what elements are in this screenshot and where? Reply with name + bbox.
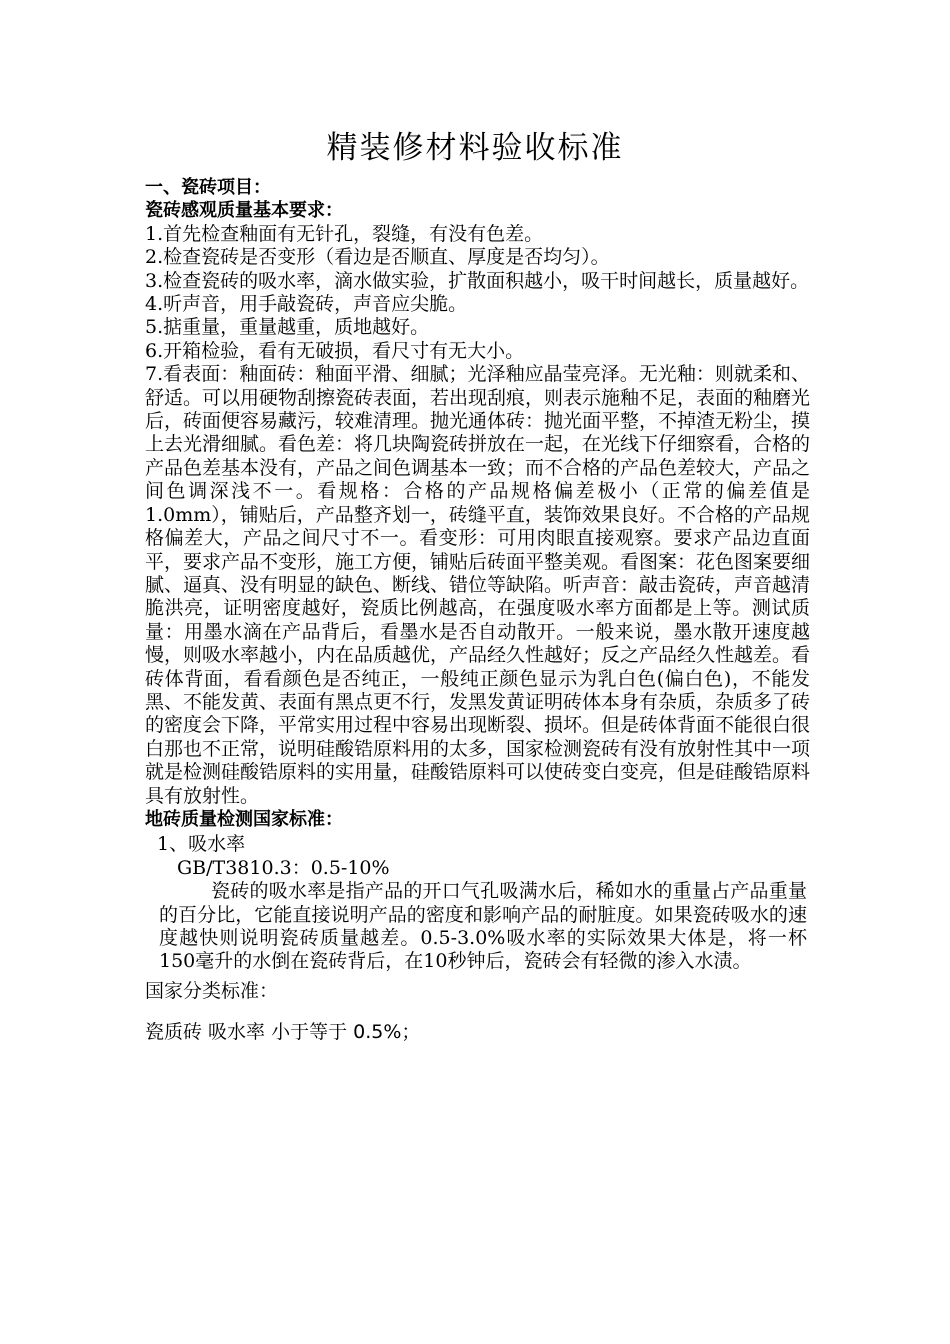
subsection-heading-national-standard: 地砖质量检测国家标准： [145,808,343,830]
list-item: 4.听声音，用手敲瓷砖，声音应尖脆。 [145,293,468,316]
list-item: 1.首先检查釉面有无针孔，裂缝，有没有色差。 [145,222,544,245]
classification-item: 瓷质砖 吸水率 小于等于 0.5%； [145,1021,421,1044]
document-body [145,176,810,1045]
classification-heading: 国家分类标准： [145,979,279,1002]
section-heading-tiles: 一、瓷砖项目： [145,177,271,198]
document-title: 精装修材料验收标准 [326,130,624,166]
subsection-heading-appearance: 瓷砖感观质量基本要求： [145,200,343,222]
water-absorption-standard: GB/T3810.3：0.5-10% [177,856,390,879]
water-absorption-paragraph: 瓷砖的吸水率是指产品的开口气孔吸满水后，稀如水的重量占产品重量的百分比，它能直接说明产品的密度和影响产品的耐脏度。如果瓷砖吸水的速度越快则说明瓷砖质量越差。0.5-3.0%吸水率的实际效果大体是，将一杯150毫升的水倒在瓷砖背后，在10秒钟后，瓷砖会有轻微的渗入水渍。 [159,880,807,973]
list-item: 5.掂重量，重量越重，质地越好。 [145,316,430,339]
list-item: 2.检查瓷砖是否变形（看边是否顺直、厚度是否均匀）。 [145,246,610,269]
list-item: 6.开箱检验，看有无破损，看尺寸有无大小。 [145,339,525,362]
list-item: 7.看表面：釉面砖：釉面平滑、细腻；光泽釉应晶莹亮泽。无光釉：则就柔和、舒适。可以用硬物刮擦瓷砖表面，若出现刮痕，则表示施釉不足，表面的釉磨光后，砖面便容易藏污，较难清理。抛光通体砖：抛光面平整，不掉渣无粉尘，摸上去光滑细腻。看色差：将几块陶瓷砖拼放在一起，在光线下仔细察看，合格的产品色差基本没有，产品之间色调基本一致；而不合格的产品色差较大，产品之间色调深浅不一。看规格：合格的产品规格偏差极小（正常的偏差值是1.0mm），铺贴后，产品整齐划一，砖缝平直，装饰效果良好。不合格的产品规格偏差大，产品之间尺寸不一。看变形：可用肉眼直接观察。要求产品边直面平，要求产品不变形，施工方便，铺贴后砖面平整美观。看图案：花色图案要细腻、逼真、没有明显的缺色、断线、错位等缺陷。听声音：敲击瓷砖，声音越清脆洪亮，证明密度越好，瓷质比例越高，在强度吸水率方面都是上等。测试质量：用墨水滴在产品背后，看墨水是否自动散开。一般来说，墨水散开速度越慢，则吸水率越小，内在品质越优，产品经久性越好；反之产品经久性越差。看砖体背面，看看颜色是否纯正，一般纯正颜色显示为乳白色(偏白色)，不能发黑、不能发黄、表面有黑点更不行，发黑发黄证明砖体本身有杂质，杂质多了砖的密度会下降，平常实用过程中容易出现断裂、损坏。但是砖体背面不能很白很白那也不正常，说明硅酸锆原料用的太多，国家检测瓷砖有没有放射性其中一项就是检测硅酸锆原料的实用量，硅酸锆原料可以使砖变白变亮，但是硅酸锆原料具有放射性。 [145,363,811,807]
list-item: 3.检查瓷砖的吸水率，滴水做实验，扩散面积越小，吸干时间越长，质量越好。 [145,269,810,292]
water-absorption-label: 1、吸水率 [157,833,246,856]
